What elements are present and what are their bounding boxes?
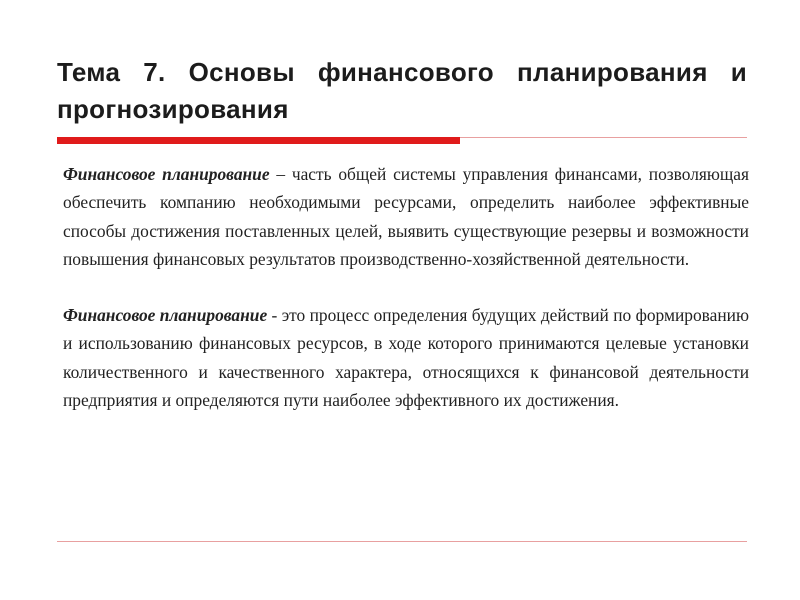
definition-paragraph-2 [63,301,749,414]
definition-term: Финансовое планирование [63,164,270,184]
definition-text: – часть общей системы управления финансами, позволяющая обеспечить компанию необходимыми ресурсами, определить наиболее эффективные способы достижения поставленных целей, выявить существующие резервы и возможности повышения финансовых результатов производственно-хозяйственной деятельности. [63,164,749,269]
definition-term: Финансовое планирование [63,305,268,326]
title-divider-line [460,137,747,138]
title-divider-accent [57,137,460,144]
bottom-divider [57,541,747,542]
definition-text: - это процесс определения будущих действий по формированию и использованию финансовых ресурсов, в ходе которого принимаются целевые установки количественного и качественного характера, относящихся к финансовой деятельности предприятия и определяются пути наиболее эффективного их достижения. [63,305,749,411]
definition-paragraph-1 [63,160,749,273]
slide-body [63,160,749,414]
title-divider [57,137,747,144]
slide-title: Тема 7. Основы финансового планирования и прогнозирования [57,57,747,124]
